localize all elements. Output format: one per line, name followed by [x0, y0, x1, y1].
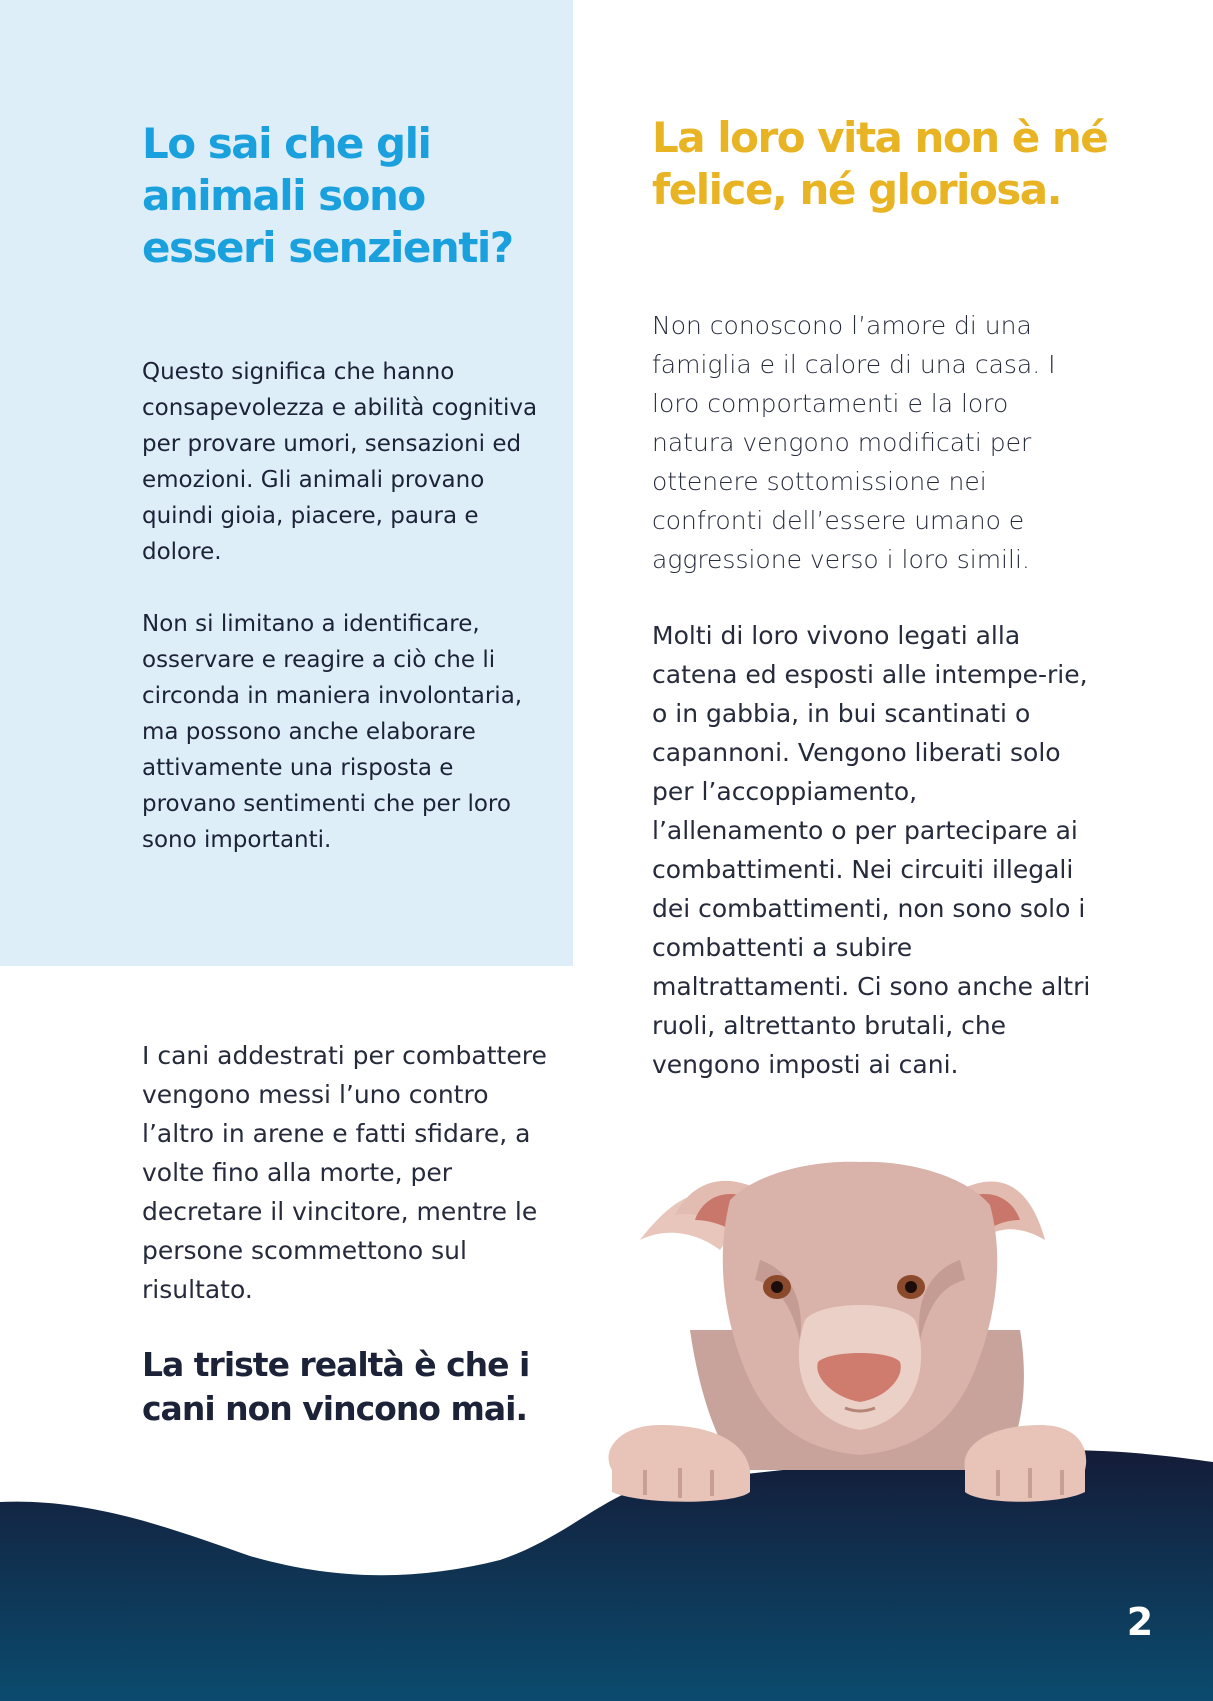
right-heading: La loro vita non è né felice, né gloriosa.	[652, 113, 1108, 214]
page-number: 2	[1126, 1600, 1154, 1644]
closing-statement: La triste realtà è che i cani non vincono mai.	[142, 1345, 530, 1428]
left-paragraph-2: Non si limitano a identificare, osservare e reagire a ciò che li circonda in maniera involontaria, ma possono anche elaborare attivamente una risposta e provano sentimenti che per loro sono importanti.	[142, 611, 523, 853]
right-paragraph-1: Non conoscono l’amore di una famiglia e il calore di una casa. I loro comportamenti e la loro natura vengono modificati per ottenere sottomissione nei confronti dell’essere umano e aggressione verso i loro simili.	[652, 311, 1056, 574]
right-paragraph-2: Molti di loro vivono legati alla catena ed esposti alle intempe-rie, o in gabbia, in bui scantinati o capannoni. Vengono liberati solo per l’accoppiamento, l’allenamento o per partecipare ai combattimenti. Nei circuiti illegali dei combattimenti, non sono solo i combattenti a subire maltrattamenti. Ci sono anche altri ruoli, altrettanto brutali, che vengono imposti ai cani.	[652, 621, 1091, 1079]
left-paragraph-1: Questo significa che hanno consapevolezza e abilità cognitiva per provare umori, sensazioni ed emozioni. Gli animali provano quindi gioia, piacere, paura e dolore.	[142, 359, 538, 565]
left-heading: Lo sai che gli animali sono esseri senzienti?	[142, 119, 513, 272]
left-paragraph-3: I cani addestrati per combattere vengono messi l’uno contro l’altro in arene e fatti sfidare, a volte fino alla morte, per decretare il vincitore, mentre le persone scommettono sul risultato.	[142, 1041, 547, 1304]
